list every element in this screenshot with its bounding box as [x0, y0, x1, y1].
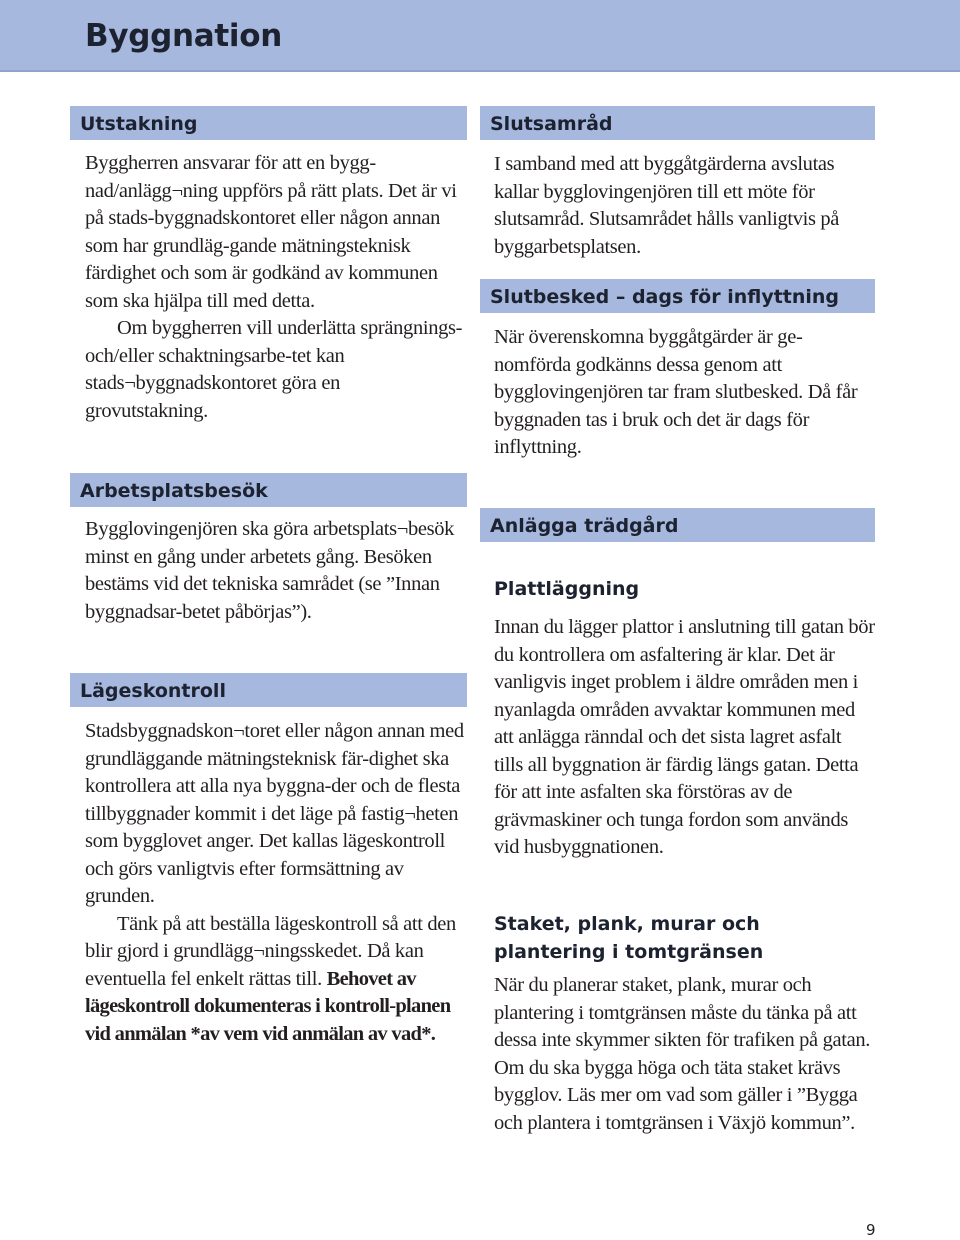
slutsamrad-paragraph-1: I samband med att byggåtgärderna avslutas kallar bygglovingenjören till ett möte för slutsamråd. Slutsamrådet hålls vanligtvis på byggarbetsplatsen. [494, 153, 840, 258]
arbetsplatsbesok-paragraph-1: Bygglovingenjören ska göra arbetsplats¬besök minst en gång under arbetets gång. Besöken bestäms vid det tekniska samrådet (se ”Innan byggnadsar-betet påbörjas”). [85, 518, 455, 623]
slutbesked-paragraph-1: När överenskomna byggåtgärder är ge-nomförda godkänns dessa genom att bygglovingenjören tar fram slutbesked. Då får byggnaden tas i bruk och det är dags för inflyttning. [494, 326, 858, 458]
staket-text [494, 972, 875, 1137]
utstakning-paragraph-2: Om byggherren vill underlätta sprängnings-och/eller schaktningsarbe-tet kan stads¬byggnadskontoret göra en grovutstakning. [85, 317, 463, 422]
section-heading-utstakning: Utstakning [70, 106, 467, 140]
staket-paragraph-1: När du planerar staket, plank, murar och plantering i tomtgränsen måste du tänka på att dessa inte skymmer sikten för trafiken på gatan. Om du ska bygga höga och täta staket krävs bygglov. Läs mer om vad som gäller i ”Bygga och plantera i tomtgränsen i Växjö kommun”. [494, 974, 870, 1134]
left-column [80, 0, 467, 1240]
section-heading-arbetsplatsbesok: Arbetsplatsbesök [70, 473, 467, 507]
section-heading-slutsamrad: Slutsamråd [480, 106, 875, 140]
subheading-staket: Staket, plank, murar och plantering i tomtgränsen [494, 913, 764, 963]
arbetsplatsbesok-text [85, 516, 467, 626]
slutsamrad-text [494, 151, 875, 261]
lageskontroll-text [85, 718, 467, 1048]
section-heading-anlagga-tradgard: Anlägga trädgård [480, 508, 875, 542]
plattlaggning-text [494, 614, 875, 862]
page-number: 9 [866, 1221, 876, 1239]
right-column [490, 0, 875, 1240]
page-title: Byggnation [85, 18, 283, 54]
utstakning-text [85, 150, 467, 425]
section-heading-lageskontroll: Lägeskontroll [70, 673, 467, 707]
plattlaggning-paragraph-1: Innan du lägger plattor i anslutning till gatan bör du kontrollera om asfaltering är klar. Det är vanligvis inget problem i äldre områden men i nyanlagda områden avvaktar kommunen med att anlägga ränndal och det sista lagret asfalt tills all byggnation är färdig längs gatan. Detta för att inte asfalten ska förstöras av de grävmaskiner och tunga fordon som används vid husbyggnationen. [494, 616, 875, 858]
lageskontroll-paragraph-2-text: Tänk på att beställa lägeskontroll så att den blir gjord i grundlägg¬ningsskedet. Då kan eventuella fel enkelt rättas till. [85, 912, 456, 990]
utstakning-paragraph-1: Byggherren ansvarar för att en bygg-nad/anlägg¬ning uppförs på rätt plats. Det är vi på stads-byggnadskontoret eller någon annan som har grundläg-gande mätningsteknisk färdighet och som är godkänd av kommunen som ska hjälpa till med detta. [85, 152, 457, 312]
subheading-plattlaggning: Plattläggning [494, 578, 640, 600]
section-heading-slutbesked: Slutbesked – dags för inflyttning [480, 279, 875, 313]
lageskontroll-paragraph-2 [85, 911, 467, 1049]
lageskontroll-paragraph-1: Stadsbyggnadskon¬toret eller någon annan med grundläggande mätningsteknisk fär-dighet ska kontrollera att alla nya byggna-der och de flesta tillbyggnader kommit i det läge på fastig¬heten som bygglovet anger. Det kallas lägeskontroll och görs vanligtvis efter formsättning av grunden. [85, 720, 464, 907]
slutbesked-text [494, 324, 875, 462]
lageskontroll-bold-note: Behovet av lägeskontroll dokumenteras i kontroll-planen vid anmälan *av vem vid anmälan av vad*. [85, 967, 451, 1045]
